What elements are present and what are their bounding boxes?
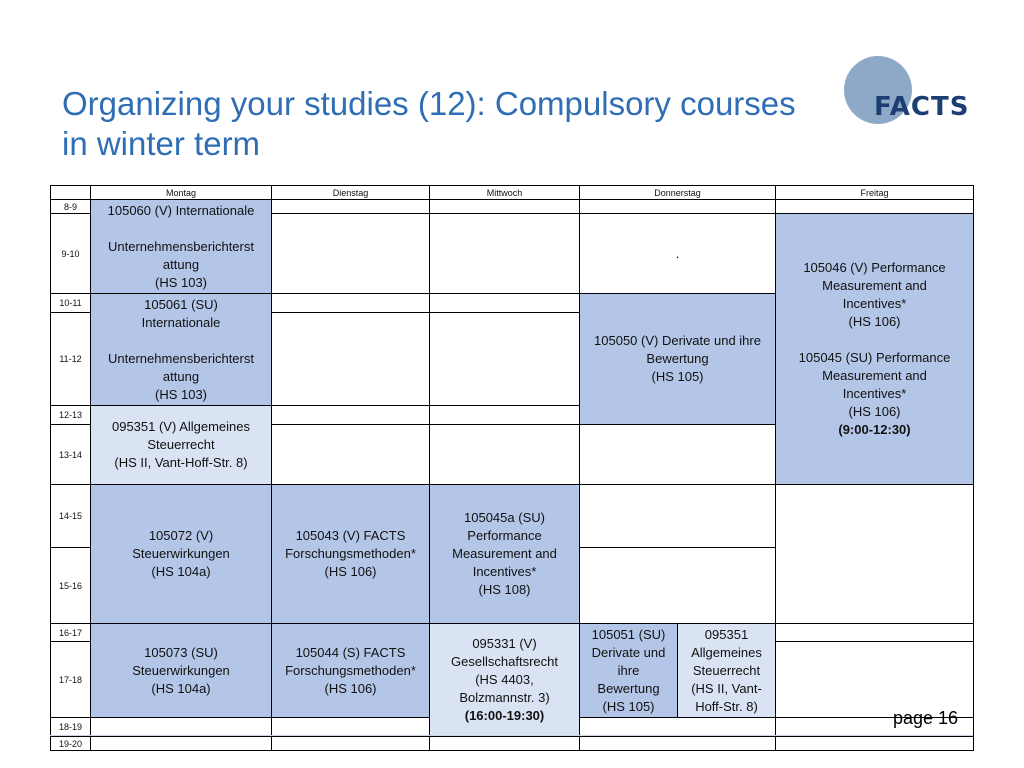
course-cell <box>678 624 776 718</box>
time-cell: 11-12 <box>51 313 91 406</box>
course-line: (HS 106) <box>324 564 377 579</box>
empty-cell <box>272 718 430 737</box>
empty-cell <box>272 737 430 751</box>
empty-cell <box>91 737 272 751</box>
course-line: Incentives* <box>842 296 907 311</box>
time-cell: 19-20 <box>51 737 91 751</box>
course-time: (16:00-19:30) <box>464 708 545 723</box>
course-time: (9:00-12:30) <box>838 422 911 437</box>
time-cell: 8-9 <box>51 200 91 214</box>
empty-cell <box>430 425 580 485</box>
empty-cell <box>430 214 580 294</box>
course-line: (HS 104a) <box>151 680 211 696</box>
course-line: Steuerwirkungen <box>132 662 230 678</box>
course-line: Gesellschaftsrecht <box>451 654 558 669</box>
empty-cell <box>776 642 974 718</box>
course-line: 105046 (V) Performance <box>803 260 946 275</box>
course-line: (HS 108) <box>478 582 531 597</box>
course-cell <box>91 485 272 624</box>
title-line-1: Organizing your studies (12): Compulsory courses <box>62 85 796 122</box>
empty-cell <box>580 737 776 751</box>
course-cell <box>430 485 580 624</box>
course-line <box>778 331 971 349</box>
course-line: (HS 105) <box>602 698 655 714</box>
day-header: Montag <box>91 186 272 200</box>
course-line: (HS 106) <box>848 404 901 419</box>
header-row <box>51 186 974 200</box>
facts-logo <box>844 56 974 136</box>
course-line: Forschungsmethoden* <box>285 546 416 561</box>
time-row <box>51 624 974 642</box>
course-line: Bewertung <box>597 680 660 696</box>
course-line: ihre <box>617 662 640 678</box>
time-row <box>51 200 974 214</box>
course-line: (HS 105) <box>651 369 704 384</box>
course-line: 105051 (SU) <box>591 626 666 642</box>
course-line: Performance <box>467 528 542 543</box>
time-cell: 16-17 <box>51 624 91 642</box>
course-line: (HS 103) <box>154 386 208 402</box>
empty-cell <box>776 200 974 214</box>
course-line: (HS II, Vant- <box>691 680 762 696</box>
course-cell <box>430 624 580 737</box>
course-line: Bolzmannstr. 3) <box>459 690 550 705</box>
course-line: (HS 103) <box>154 274 208 290</box>
time-cell: 10-11 <box>51 294 91 313</box>
empty-cell <box>430 200 580 214</box>
time-row <box>51 485 974 548</box>
empty-cell <box>430 294 580 313</box>
course-line: Unternehmensberichterst <box>108 238 254 254</box>
course-cell <box>91 624 272 718</box>
day-header: Mittwoch <box>430 186 580 200</box>
slide-title <box>62 84 862 164</box>
page-number: page 16 <box>893 708 959 728</box>
course-line: (HS 106) <box>848 314 901 329</box>
day-header: Dienstag <box>272 186 430 200</box>
empty-cell <box>272 294 430 313</box>
course-line: 105045 (SU) Performance <box>798 350 951 365</box>
day-header: Freitag <box>776 186 974 200</box>
course-line: attung <box>162 256 200 272</box>
empty-cell <box>580 200 776 214</box>
time-cell: 9-10 <box>51 214 91 294</box>
footer-divider <box>50 735 973 736</box>
course-cell <box>580 294 776 425</box>
course-line: Allgemeines <box>691 644 762 660</box>
empty-cell <box>272 200 430 214</box>
course-line: (HS 104a) <box>151 564 211 579</box>
time-cell: 18-19 <box>51 718 91 737</box>
course-line <box>93 332 269 350</box>
dot-cell: . <box>580 214 776 294</box>
time-cell: 13-14 <box>51 425 91 485</box>
course-line: Bewertung <box>646 351 709 366</box>
course-line: 095351 <box>704 626 749 642</box>
course-line: 105043 (V) FACTS <box>295 528 406 543</box>
course-line: 105050 (V) Derivate und ihre <box>594 333 761 348</box>
empty-cell <box>580 425 776 485</box>
course-line: Steuerrecht <box>147 437 215 452</box>
empty-cell <box>776 737 974 751</box>
course-line: 105072 (V) <box>148 528 214 543</box>
course-line: Forschungsmethoden* <box>285 662 416 678</box>
course-line: (HS 4403, <box>475 672 534 687</box>
title-line-2: in winter term <box>62 125 261 162</box>
course-cell <box>776 214 974 485</box>
course-line: 105044 (S) FACTS <box>295 644 406 660</box>
empty-cell <box>580 485 776 548</box>
empty-cell <box>430 313 580 406</box>
empty-cell <box>430 406 580 425</box>
course-line: attung <box>162 368 200 384</box>
corner-cell <box>51 186 91 200</box>
course-line: 105073 (SU) <box>144 644 218 660</box>
course-line: (HS II, Vant-Hoff-Str. 8) <box>114 455 248 470</box>
course-line: (HS 106) <box>324 680 377 696</box>
course-line <box>93 220 269 238</box>
course-line: Steuerwirkungen <box>132 546 230 561</box>
empty-cell <box>91 718 272 737</box>
empty-cell <box>272 313 430 406</box>
empty-cell <box>776 624 974 642</box>
course-line: Derivate und <box>591 644 666 660</box>
empty-cell <box>272 406 430 425</box>
course-line: Measurement and <box>822 278 927 293</box>
course-line: 105061 (SU) <box>144 296 218 312</box>
course-cell <box>272 485 430 624</box>
time-cell: 17-18 <box>51 642 91 718</box>
course-cell <box>272 624 430 718</box>
course-line: Unternehmensberichterst <box>108 350 254 366</box>
time-cell: 14-15 <box>51 485 91 548</box>
empty-cell <box>272 425 430 485</box>
empty-cell <box>272 214 430 294</box>
course-line: 095331 (V) <box>472 636 537 651</box>
day-header: Donnerstag <box>580 186 776 200</box>
course-line: Hoff-Str. 8) <box>695 698 758 714</box>
course-line: 105045a (SU) <box>464 510 545 525</box>
course-cell <box>91 294 272 406</box>
course-line: Steuerrecht <box>692 662 761 678</box>
logo-text: FACTS <box>874 92 970 122</box>
course-line: Measurement and <box>452 546 557 561</box>
course-line: Incentives* <box>472 564 537 579</box>
course-line: Internationale <box>141 314 221 330</box>
time-row <box>51 737 974 751</box>
course-cell <box>91 406 272 485</box>
time-cell: 12-13 <box>51 406 91 425</box>
empty-cell <box>580 548 776 624</box>
course-line: Measurement and <box>822 368 927 383</box>
schedule-table <box>50 185 974 751</box>
course-line: 105060 (V) Internationale <box>107 202 255 218</box>
course-cell <box>91 200 272 294</box>
course-line: 095351 (V) Allgemeines <box>111 419 251 434</box>
time-cell: 15-16 <box>51 548 91 624</box>
empty-cell <box>580 718 776 737</box>
course-cell <box>580 624 678 718</box>
empty-cell <box>430 737 580 751</box>
course-line: Incentives* <box>842 386 907 401</box>
